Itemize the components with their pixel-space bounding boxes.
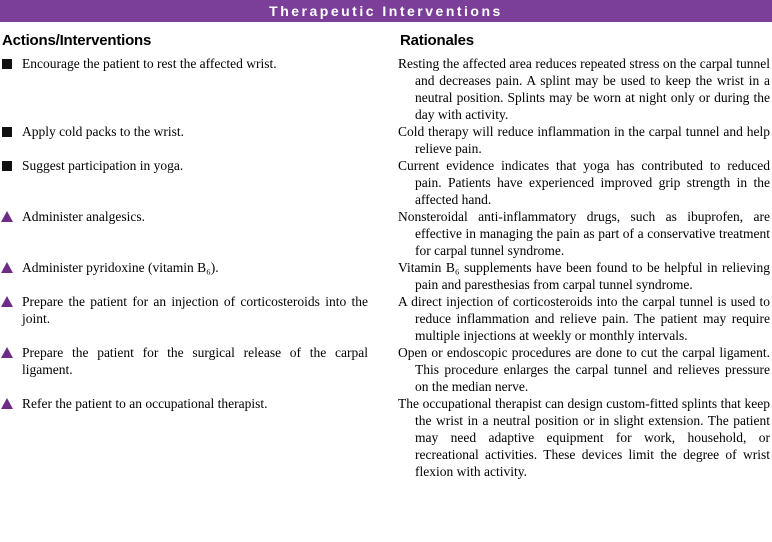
action-cell [0, 208, 398, 259]
rationale-text: Nonsteroidal anti-inflammatory drugs, such as ibuprofen, are effective in managing the pain as part of a conservative treatment for carpal tunnel syndrome. [398, 209, 770, 258]
action-text: Suggest participation in yoga. [22, 158, 184, 173]
action-cell [0, 344, 398, 395]
triangle-bullet-icon [1, 262, 13, 273]
action-text: Prepare the patient for an injection of corticosteroids into the joint. [22, 294, 368, 326]
action-text: Apply cold packs to the wrist. [22, 124, 184, 139]
title-bar [0, 0, 772, 22]
table-row [0, 208, 772, 259]
table-row [0, 55, 772, 123]
page-title: Therapeutic Interventions [269, 2, 503, 19]
action-cell [0, 293, 398, 344]
column-header-rationales: Rationales [400, 32, 474, 49]
action-cell [0, 55, 398, 123]
square-bullet-icon [2, 161, 12, 171]
rationale-text: Resting the affected area reduces repeated stress on the carpal tunnel and decreases pain. A splint may be used to keep the wrist in a neutral position. Splints may be worn at night only or during the day with activity. [398, 56, 770, 122]
triangle-bullet-icon [1, 347, 13, 358]
action-text: Administer analgesics. [22, 209, 145, 224]
square-bullet-icon [2, 127, 12, 137]
action-text: Prepare the patient for the surgical release of the carpal ligament. [22, 345, 368, 377]
action-cell [0, 395, 398, 480]
square-bullet-icon [2, 59, 12, 69]
action-text: Administer pyridoxine (vitamin B₆). [22, 260, 219, 275]
column-header-actions: Actions/Interventions [2, 32, 152, 49]
rationale-text: Vitamin B₆ supplements have been found to be helpful in relieving pain and paresthesias from carpal tunnel syndrome. [398, 260, 770, 292]
column-headers [0, 22, 772, 55]
action-cell [0, 259, 398, 293]
table-row [0, 293, 772, 344]
rationale-text: Current evidence indicates that yoga has contributed to reduced pain. Patients have experienced improved grip strength in the affected hand. [398, 158, 770, 207]
action-cell [0, 123, 398, 157]
table-row [0, 344, 772, 395]
triangle-bullet-icon [1, 211, 13, 222]
table-row [0, 123, 772, 157]
triangle-bullet-icon [1, 398, 13, 409]
table-row [0, 259, 772, 293]
action-text: Encourage the patient to rest the affected wrist. [22, 56, 277, 71]
rationale-text: The occupational therapist can design custom-fitted splints that keep the wrist in a neutral position or in slight extension. The patient may need adaptive equipment for work, household, or recreational activities. These devices limit the degree of wrist flexion with activity. [398, 396, 770, 479]
action-text: Refer the patient to an occupational therapist. [22, 396, 268, 411]
interventions-table [0, 55, 772, 480]
table-row [0, 395, 772, 480]
rationale-text: Open or endoscopic procedures are done to cut the carpal ligament. This procedure enlarges the carpal tunnel and relieves pressure on the median nerve. [398, 345, 770, 394]
table-row [0, 157, 772, 208]
rationale-text: A direct injection of corticosteroids into the carpal tunnel is used to reduce inflammation and relieve pain. The patient may require multiple injections at weekly or monthly intervals. [398, 294, 770, 343]
rationale-text: Cold therapy will reduce inflammation in the carpal tunnel and help relieve pain. [398, 124, 770, 156]
action-cell [0, 157, 398, 208]
triangle-bullet-icon [1, 296, 13, 307]
